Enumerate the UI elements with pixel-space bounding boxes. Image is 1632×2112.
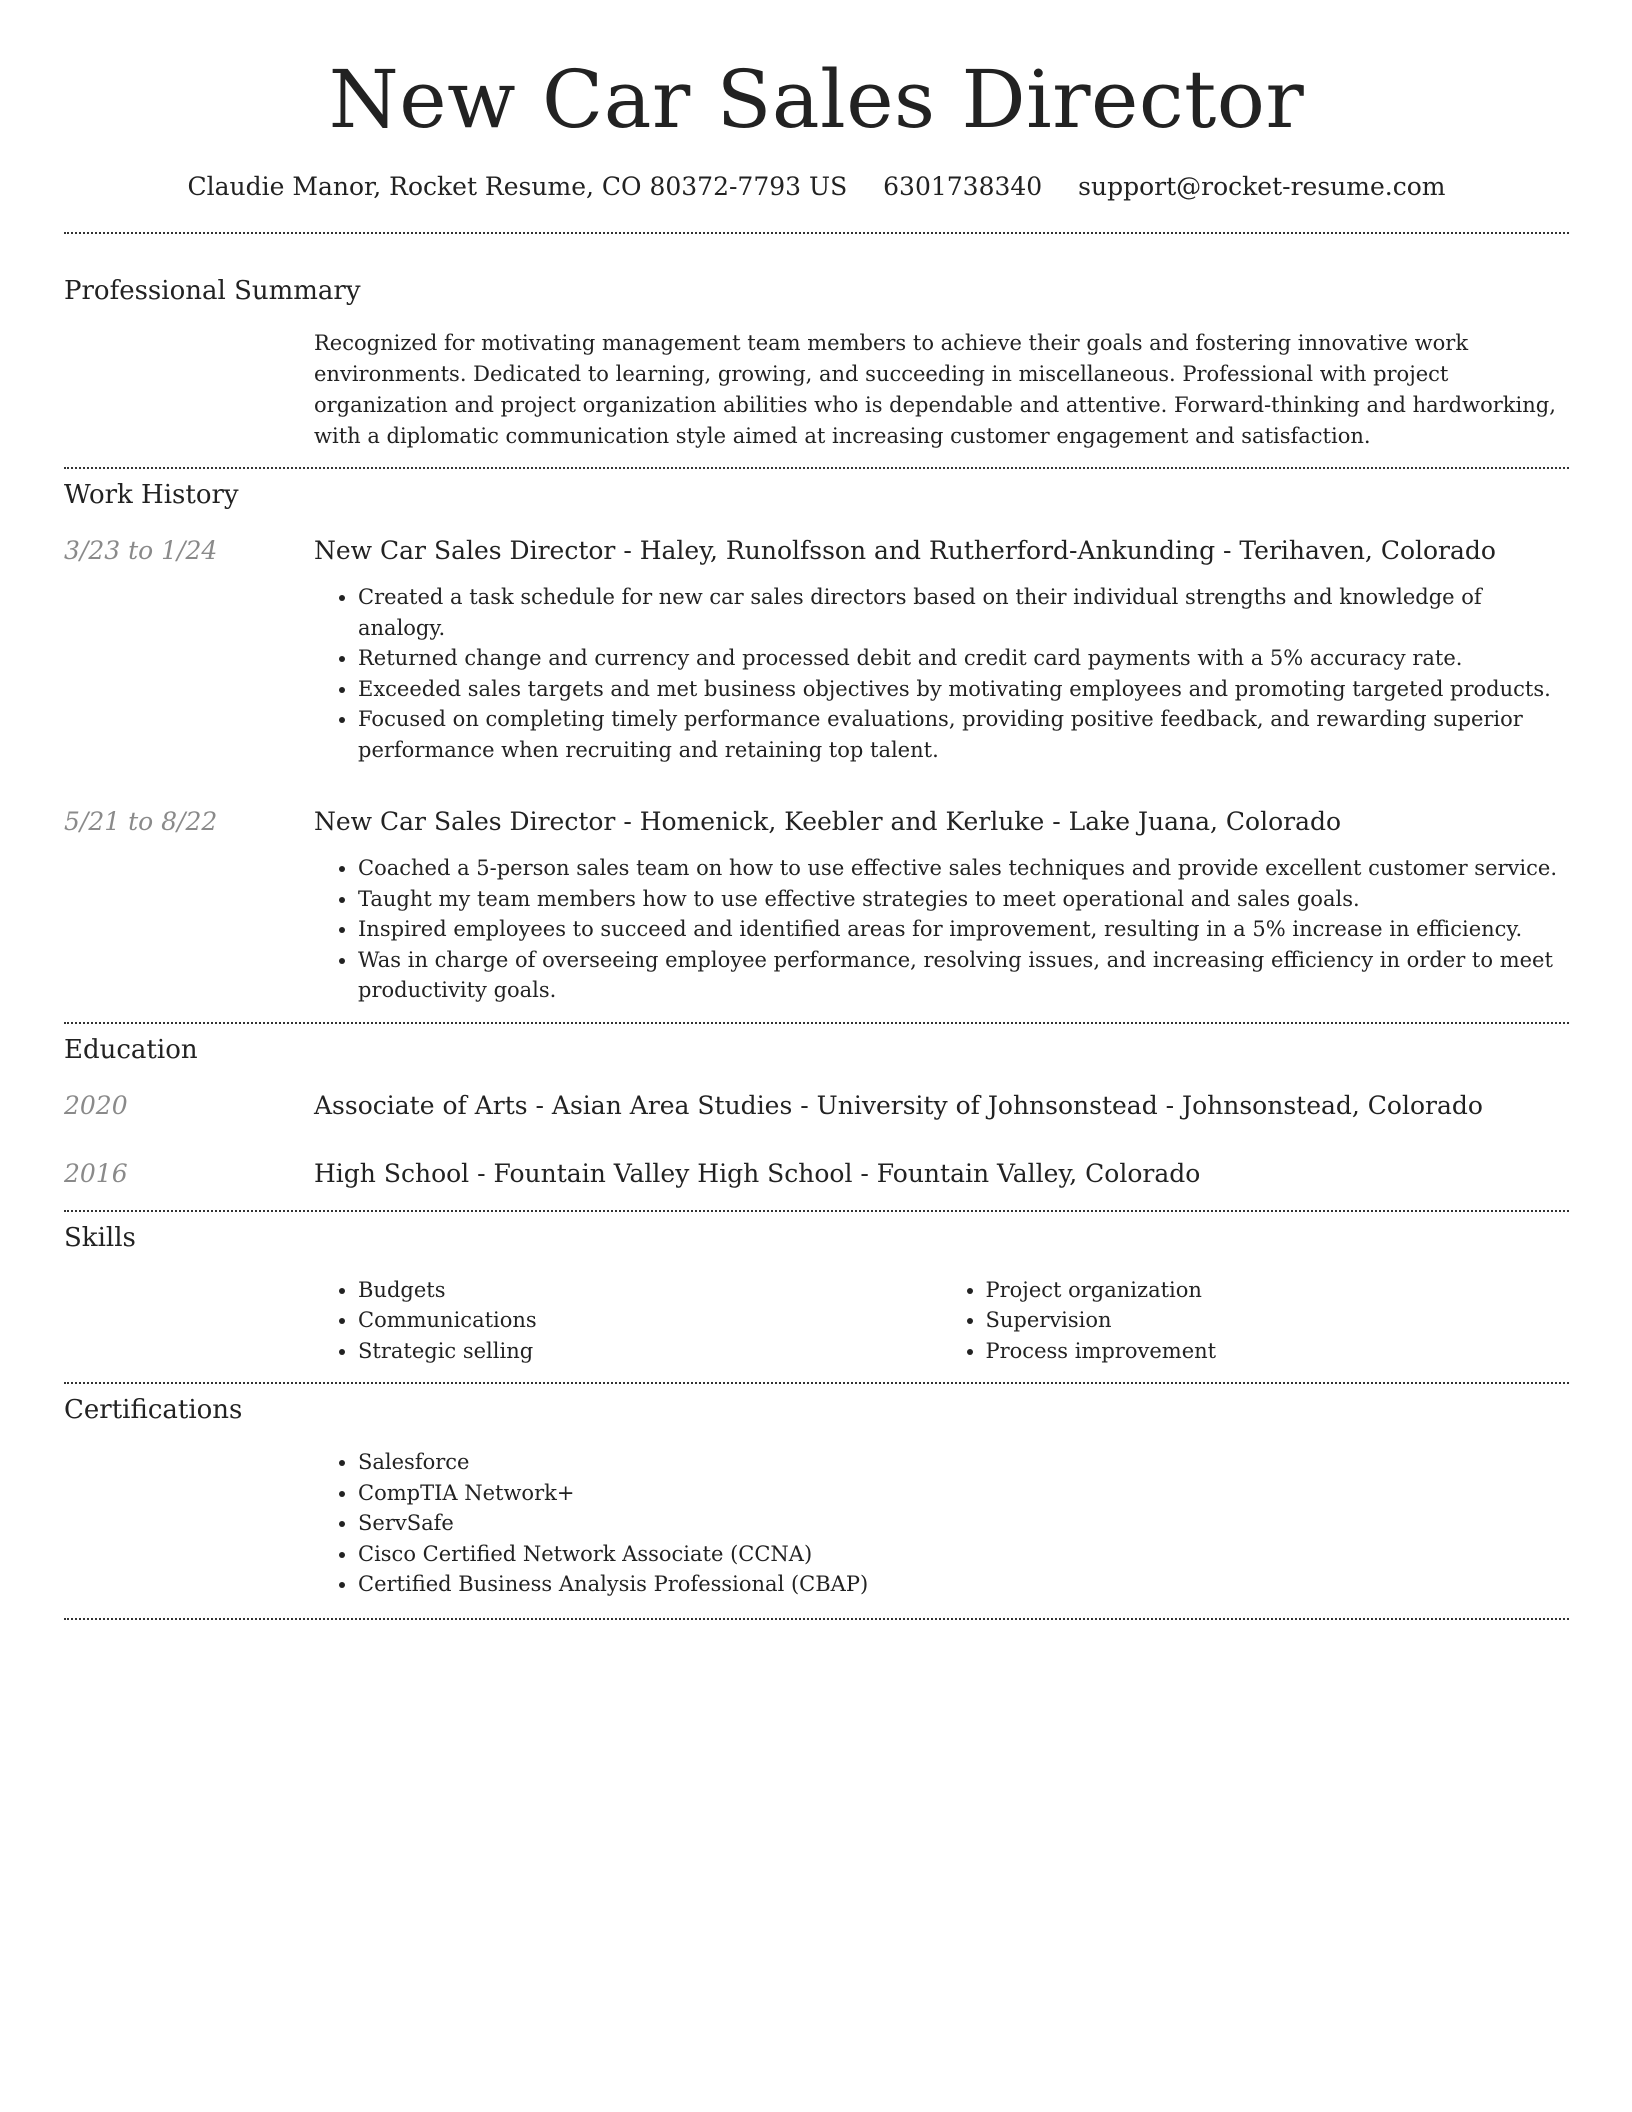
- section-title-education: Education: [64, 1034, 198, 1065]
- candidate-title: New Car Sales Director: [328, 53, 1305, 146]
- list-item: • Process improvement: [986, 1336, 1570, 1367]
- divider: [64, 1210, 1569, 1212]
- resume-page: [64, 0, 1569, 1620]
- divider: [64, 232, 1569, 234]
- list-item: • Cisco Certified Network Associate (CCNA): [358, 1539, 1569, 1570]
- divider: [64, 1382, 1569, 1384]
- list-item: • Inspired employees to succeed and identified areas for improvement, resulting in a 5% increase in efficiency.: [358, 914, 1569, 945]
- divider: [64, 467, 1569, 469]
- education-degree: High School: [314, 1158, 470, 1188]
- contact-line: [64, 170, 1569, 204]
- divider: [64, 1022, 1569, 1024]
- section-title-summary: Professional Summary: [64, 276, 361, 306]
- section-title-work: Work History: [64, 480, 239, 510]
- education-details: - Fountain Valley High School - Fountain Valley, Colorado: [469, 1158, 1201, 1188]
- education-heading: [314, 1089, 1569, 1123]
- list-item: • Returned change and currency and processed debit and credit card payments with a 5% accuracy rate.: [358, 643, 1569, 674]
- education-year: 2016: [64, 1158, 128, 1188]
- education-entry: [64, 1089, 1569, 1123]
- list-item: • Created a task schedule for new car sales directors based on their individual strengths and knowledge of analogy.: [358, 582, 1569, 643]
- list-item: • CompTIA Network+: [358, 1478, 1569, 1509]
- section-title-skills: Skills: [64, 1222, 136, 1253]
- section-title-certifications: Certifications: [64, 1395, 243, 1425]
- list-item: • Taught my team members how to use effective strategies to meet operational and sales goals.: [358, 884, 1569, 915]
- job-dates: 5/21 to 8/22: [64, 807, 218, 836]
- job-entry: [64, 534, 1569, 765]
- education-year: 2020: [64, 1090, 128, 1120]
- job-heading: New Car Sales Director - Haley, Runolfsson and Rutherford-Ankunding - Terihaven, Colorado: [314, 536, 1496, 565]
- contact-email: support@rocket-resume.com: [1078, 172, 1446, 201]
- list-item: • Budgets: [358, 1275, 942, 1306]
- contact-address: Claudie Manor, Rocket Resume, CO 80372-7793 US: [187, 172, 848, 201]
- list-item: • Focused on completing timely performance evaluations, providing positive feedback, and rewarding superior performance when recruiting and retaining top talent.: [358, 704, 1569, 765]
- list-item: • Exceeded sales targets and met business objectives by motivating employees and promoting targeted products.: [358, 674, 1569, 705]
- skills-column: [314, 1275, 942, 1367]
- list-item: • Salesforce: [358, 1447, 1569, 1478]
- education-heading: [314, 1157, 1569, 1191]
- education-entry: [64, 1157, 1569, 1191]
- list-item: • Certified Business Analysis Professional (CBAP): [358, 1569, 1569, 1600]
- list-item: • Project organization: [986, 1275, 1570, 1306]
- list-item: • Strategic selling: [358, 1336, 942, 1367]
- job-heading: New Car Sales Director - Homenick, Keebler and Kerluke - Lake Juana, Colorado: [314, 807, 1342, 836]
- skills-list: [314, 1275, 1569, 1367]
- list-item: • Was in charge of overseeing employee performance, resolving issues, and increasing efficiency in order to meet productivity goals.: [358, 945, 1569, 1006]
- divider: [64, 1618, 1569, 1620]
- education-degree: Associate of Arts - Asian Area Studies: [314, 1090, 793, 1120]
- list-item: • Communications: [358, 1305, 942, 1336]
- contact-phone: 6301738340: [883, 172, 1043, 201]
- summary-text: Recognized for motivating management team members to achieve their goals and fostering innovative work environments. Dedicated to learning, growing, and succeeding in miscellaneous. Professional with project organization and project organization abilities who is dependable and attentive. Forward-thinking and hardworking, with a diplomatic communication style aimed at increasing customer engagement and satisfaction.: [314, 331, 1556, 448]
- education-details: - University of Johnsonstead - Johnsonstead, Colorado: [792, 1090, 1483, 1120]
- job-bullets: [314, 853, 1569, 1006]
- job-dates: 3/23 to 1/24: [64, 536, 218, 565]
- certifications-list: [314, 1447, 1569, 1600]
- job-entry: [64, 805, 1569, 1006]
- list-item: • Supervision: [986, 1305, 1570, 1336]
- list-item: • ServSafe: [358, 1508, 1569, 1539]
- skills-column: [942, 1275, 1570, 1367]
- list-item: • Coached a 5-person sales team on how to use effective sales techniques and provide excellent customer service.: [358, 853, 1569, 884]
- job-bullets: [314, 582, 1569, 765]
